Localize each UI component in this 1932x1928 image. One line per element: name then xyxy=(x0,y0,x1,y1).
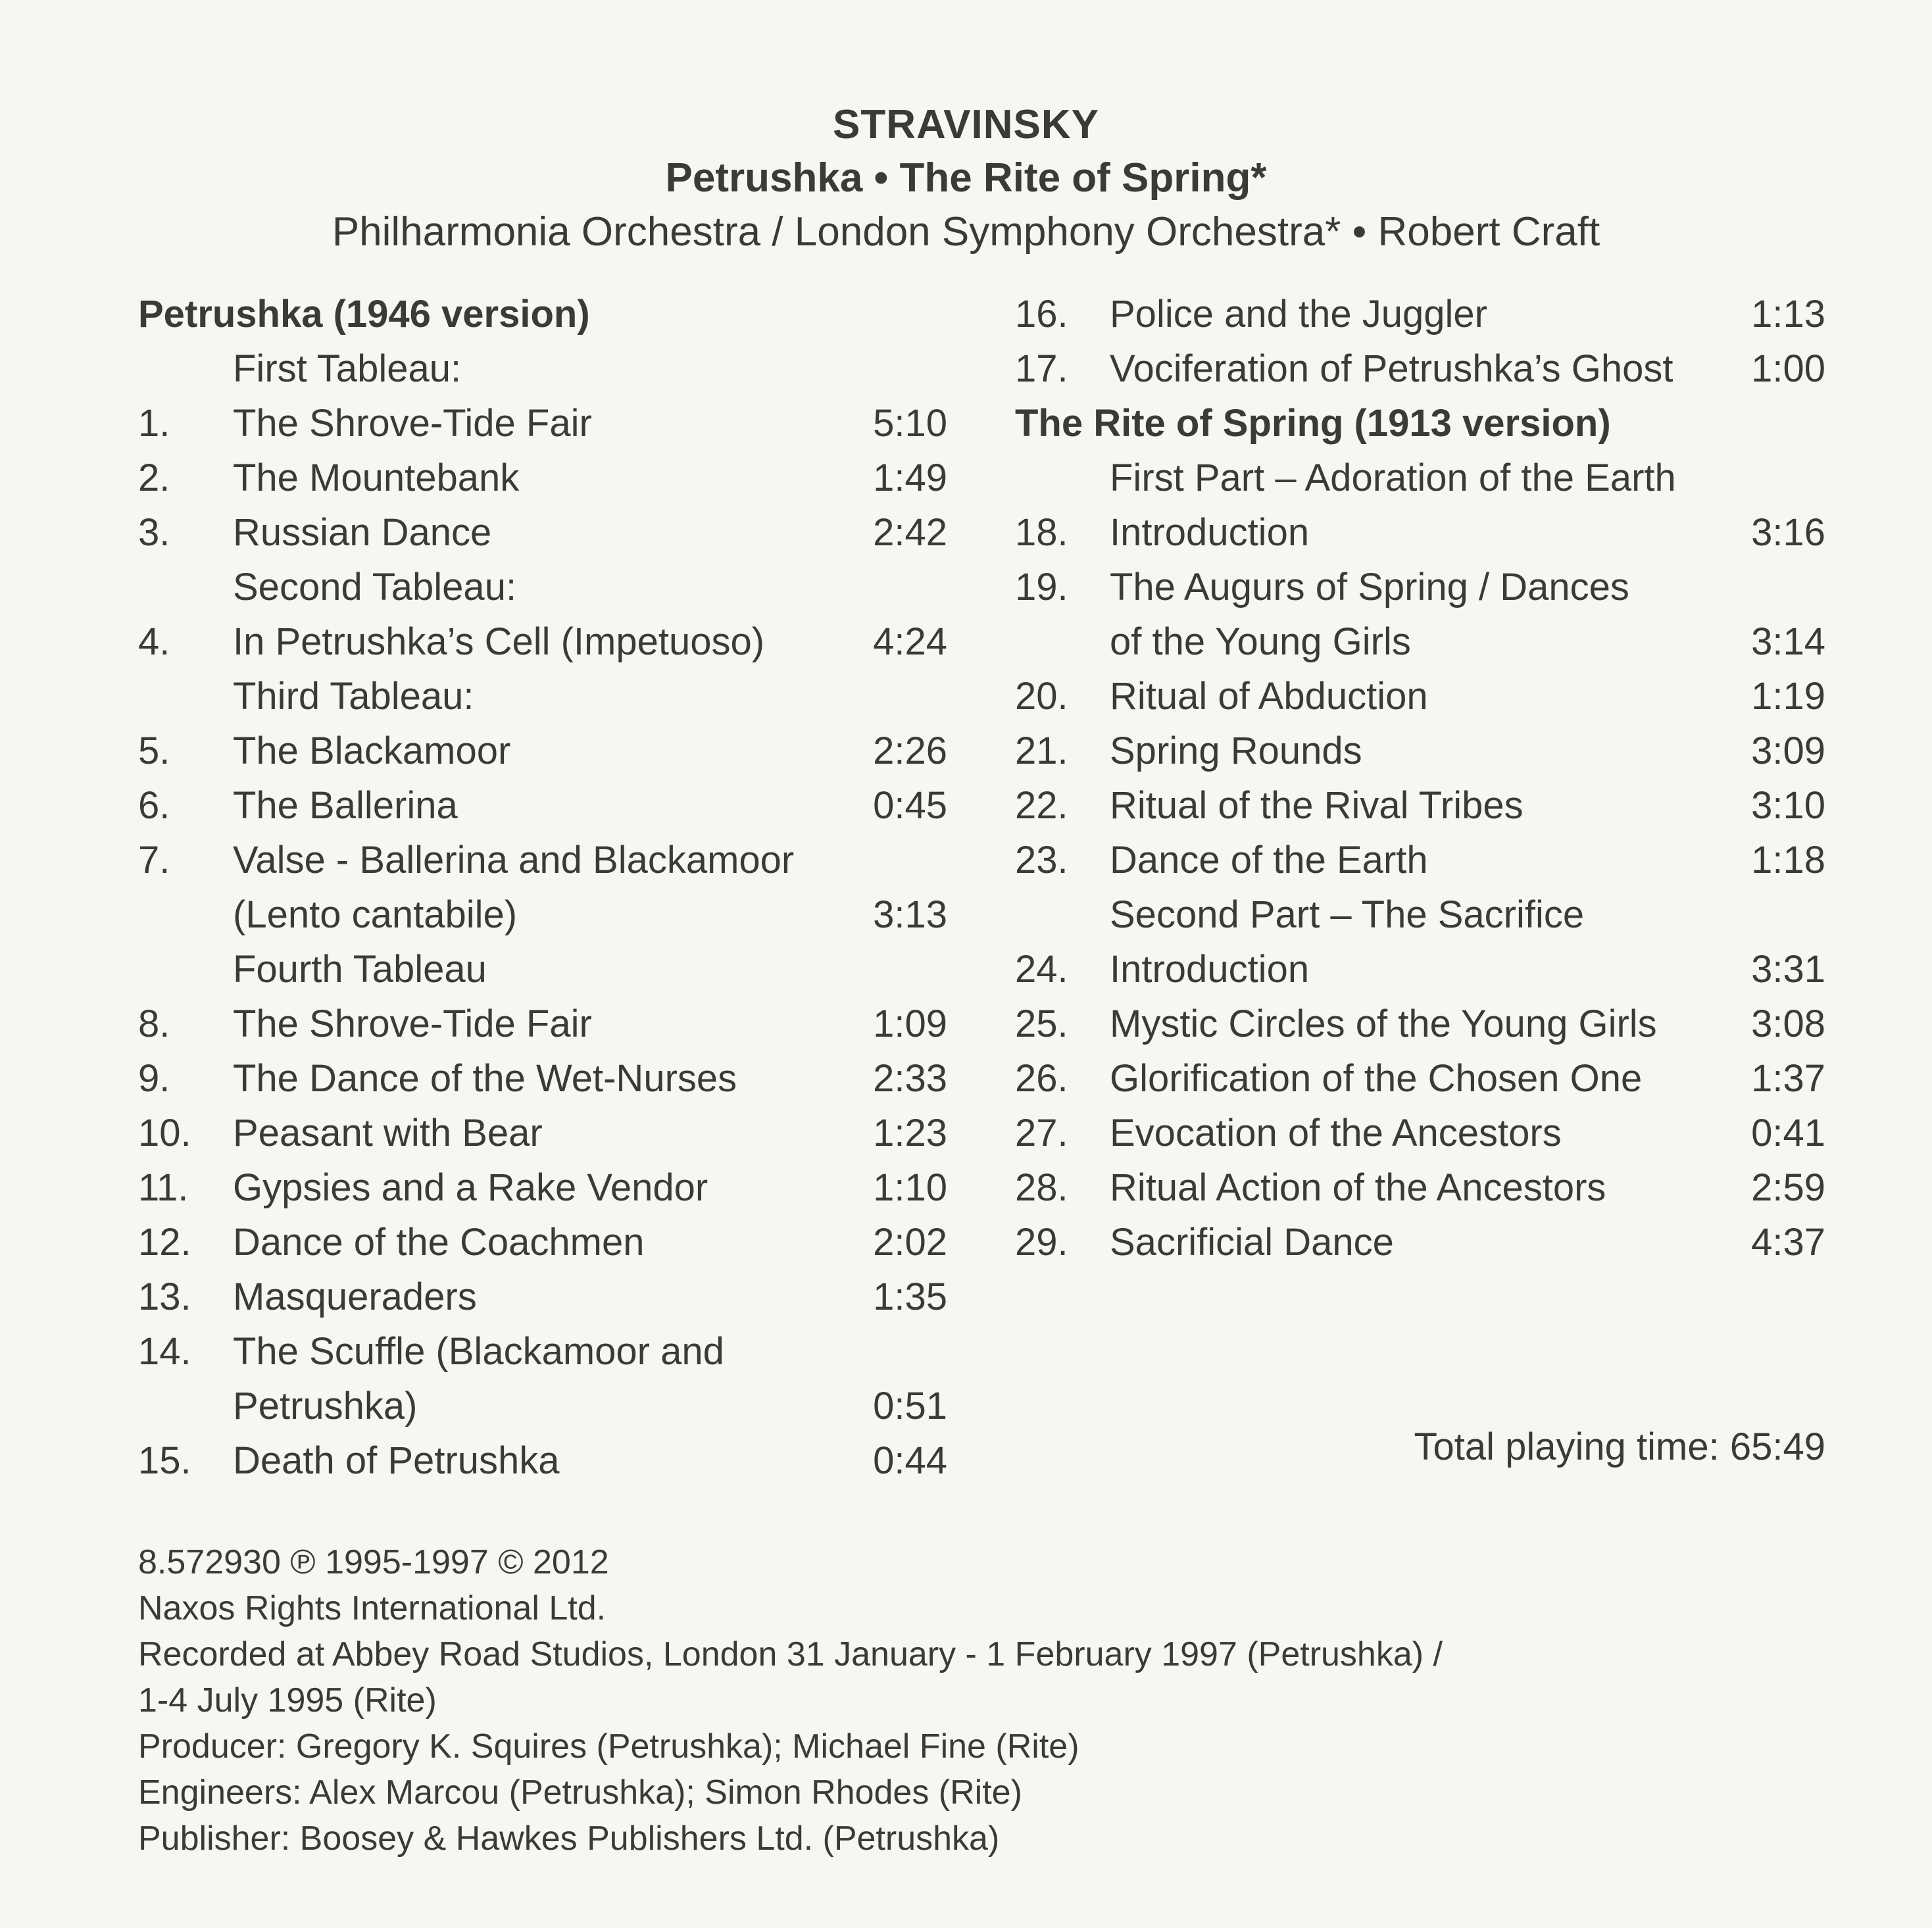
track-number: 23. xyxy=(1015,839,1068,881)
track-number: 25. xyxy=(1015,1002,1068,1045)
track-duration: 3:16 xyxy=(1751,511,1825,554)
credit-line: Recorded at Abbey Road Studios, London 31 January - 1 February 1997 (Petrushka) / xyxy=(138,1635,1443,1673)
track-row xyxy=(1015,505,1825,560)
track-row xyxy=(1015,1051,1825,1106)
track-duration: 1:18 xyxy=(1751,839,1825,881)
track-row xyxy=(138,1160,947,1215)
track-title: Evocation of the Ancestors xyxy=(1110,1112,1562,1154)
track-duration: 3:13 xyxy=(873,893,947,936)
track-row xyxy=(138,505,947,560)
track-number: 26. xyxy=(1015,1057,1068,1100)
credit-line: Producer: Gregory K. Squires (Petrushka); Michael Fine (Rite) xyxy=(138,1727,1079,1766)
track-number: 18. xyxy=(1015,511,1068,554)
track-title: Ritual of the Rival Tribes xyxy=(1110,784,1523,827)
track-row xyxy=(138,997,947,1051)
subsection-title: First Tableau: xyxy=(233,347,462,390)
tracklist-left-column xyxy=(138,287,947,1488)
track-row xyxy=(1015,1215,1825,1270)
track-title: The Scuffle (Blackamoor and xyxy=(233,1330,724,1373)
subsection-heading xyxy=(138,669,947,724)
track-title: The Ballerina xyxy=(233,784,458,827)
track-title: of the Young Girls xyxy=(1110,620,1411,663)
subsection-title: Fourth Tableau xyxy=(233,948,487,991)
track-title: The Augurs of Spring / Dances xyxy=(1110,566,1629,608)
track-row xyxy=(138,1324,947,1379)
track-number: 16. xyxy=(1015,293,1068,335)
tracklist-right-column xyxy=(1015,287,1825,1270)
track-number: 12. xyxy=(138,1221,191,1264)
credit-line: Publisher: Boosey & Hawkes Publishers Ltd. (Petrushka) xyxy=(138,1819,1000,1858)
header xyxy=(0,99,1932,259)
track-number: 20. xyxy=(1015,675,1068,718)
track-duration: 1:23 xyxy=(873,1112,947,1154)
track-row xyxy=(1015,560,1825,614)
track-number: 11. xyxy=(138,1166,189,1209)
credit-line: 1-4 July 1995 (Rite) xyxy=(138,1681,437,1719)
track-row xyxy=(1015,833,1825,887)
track-number: 6. xyxy=(138,784,170,827)
track-row xyxy=(1015,724,1825,778)
track-duration: 0:45 xyxy=(873,784,947,827)
track-row xyxy=(1015,778,1825,833)
subsection-heading xyxy=(1015,451,1825,505)
track-row xyxy=(1015,1106,1825,1160)
track-number: 8. xyxy=(138,1002,170,1045)
track-title: Valse - Ballerina and Blackamoor xyxy=(233,839,795,881)
track-row xyxy=(138,396,947,451)
track-duration: 0:41 xyxy=(1751,1112,1825,1154)
section-title: The Rite of Spring (1913 version) xyxy=(1015,402,1611,445)
track-row xyxy=(1015,942,1825,997)
composer-name: STRAVINSKY xyxy=(832,102,1099,147)
track-title: Petrushka) xyxy=(233,1385,418,1427)
track-row xyxy=(138,1106,947,1160)
track-title: Ritual of Abduction xyxy=(1110,675,1428,718)
total-playing-time: Total playing time: 65:49 xyxy=(1414,1425,1825,1468)
track-duration: 3:31 xyxy=(1751,948,1825,991)
track-row xyxy=(138,614,947,669)
track-row xyxy=(1015,669,1825,724)
section-heading xyxy=(1015,396,1825,451)
track-duration: 5:10 xyxy=(873,402,947,445)
track-number: 24. xyxy=(1015,948,1068,991)
track-duration: 2:02 xyxy=(873,1221,947,1264)
track-duration: 0:51 xyxy=(873,1385,947,1427)
track-row xyxy=(138,833,947,887)
track-duration: 1:49 xyxy=(873,457,947,499)
subsection-heading xyxy=(1015,887,1825,942)
section-heading xyxy=(138,287,947,341)
track-duration: 1:00 xyxy=(1751,347,1825,390)
section-title: Petrushka (1946 version) xyxy=(138,293,590,335)
track-duration: 1:35 xyxy=(873,1275,947,1318)
track-row xyxy=(138,1215,947,1270)
track-number: 19. xyxy=(1015,566,1068,608)
track-number: 21. xyxy=(1015,729,1068,772)
track-duration: 4:37 xyxy=(1751,1221,1825,1264)
track-number: 15. xyxy=(138,1439,191,1482)
track-duration: 3:09 xyxy=(1751,729,1825,772)
track-title: Introduction xyxy=(1110,511,1310,554)
track-duration: 1:09 xyxy=(873,1002,947,1045)
track-number: 2. xyxy=(138,457,170,499)
track-title: The Mountebank xyxy=(233,457,520,499)
credit-line: Engineers: Alex Marcou (Petrushka); Simon Rhodes (Rite) xyxy=(138,1773,1022,1812)
track-number: 29. xyxy=(1015,1221,1068,1264)
track-number: 4. xyxy=(138,620,170,663)
track-title: (Lento cantabile) xyxy=(233,893,518,936)
track-title: Ritual Action of the Ancestors xyxy=(1110,1166,1606,1209)
track-row xyxy=(1015,1160,1825,1215)
subsection-title: First Part – Adoration of the Earth xyxy=(1110,457,1676,499)
track-row xyxy=(1015,614,1825,669)
track-row xyxy=(1015,341,1825,396)
subsection-title: Second Tableau: xyxy=(233,566,517,608)
subsection-title: Third Tableau: xyxy=(233,675,474,718)
track-title: Dance of the Coachmen xyxy=(233,1221,645,1264)
track-duration: 2:26 xyxy=(873,729,947,772)
track-duration: 0:44 xyxy=(873,1439,947,1482)
track-row xyxy=(1015,287,1825,341)
track-duration: 1:37 xyxy=(1751,1057,1825,1100)
track-number: 13. xyxy=(138,1275,191,1318)
track-title: The Dance of the Wet-Nurses xyxy=(233,1057,737,1100)
track-title: Gypsies and a Rake Vendor xyxy=(233,1166,708,1209)
track-title: Russian Dance xyxy=(233,511,492,554)
track-number: 17. xyxy=(1015,347,1068,390)
track-number: 3. xyxy=(138,511,170,554)
track-title: The Shrove-Tide Fair xyxy=(233,402,592,445)
track-number: 10. xyxy=(138,1112,191,1154)
subsection-heading xyxy=(138,341,947,396)
track-duration: 4:24 xyxy=(873,620,947,663)
track-duration: 2:33 xyxy=(873,1057,947,1100)
performers-line: Philharmonia Orchestra / London Symphony Orchestra* • Robert Craft xyxy=(332,209,1600,255)
track-number: 1. xyxy=(138,402,170,445)
track-number: 5. xyxy=(138,729,170,772)
subsection-title: Second Part – The Sacrifice xyxy=(1110,893,1585,936)
track-row xyxy=(138,1379,947,1433)
track-number: 9. xyxy=(138,1057,170,1100)
track-row xyxy=(138,1270,947,1324)
track-duration: 1:13 xyxy=(1751,293,1825,335)
track-row xyxy=(1015,997,1825,1051)
track-row xyxy=(138,887,947,942)
track-title: Vociferation of Petrushka’s Ghost xyxy=(1110,347,1673,390)
track-number: 14. xyxy=(138,1330,191,1373)
track-title: In Petrushka’s Cell (Impetuoso) xyxy=(233,620,765,663)
track-duration: 1:19 xyxy=(1751,675,1825,718)
track-number: 27. xyxy=(1015,1112,1068,1154)
credit-line: 8.572930 ℗ 1995-1997 © 2012 xyxy=(138,1543,609,1581)
track-title: The Shrove-Tide Fair xyxy=(233,1002,592,1045)
works-title: Petrushka • The Rite of Spring* xyxy=(665,155,1267,201)
subsection-heading xyxy=(138,942,947,997)
track-title: Police and the Juggler xyxy=(1110,293,1487,335)
track-title: Sacrificial Dance xyxy=(1110,1221,1394,1264)
track-row xyxy=(138,1051,947,1106)
track-title: Spring Rounds xyxy=(1110,729,1362,772)
track-title: Dance of the Earth xyxy=(1110,839,1428,881)
credit-line: Naxos Rights International Ltd. xyxy=(138,1589,607,1627)
track-row xyxy=(138,451,947,505)
track-duration: 2:42 xyxy=(873,511,947,554)
track-title: Glorification of the Chosen One xyxy=(1110,1057,1643,1100)
track-row xyxy=(138,724,947,778)
track-number: 28. xyxy=(1015,1166,1068,1209)
track-row xyxy=(138,1433,947,1488)
track-title: The Blackamoor xyxy=(233,729,511,772)
track-duration: 1:10 xyxy=(873,1166,947,1209)
track-title: Peasant with Bear xyxy=(233,1112,543,1154)
track-duration: 3:14 xyxy=(1751,620,1825,663)
track-duration: 3:08 xyxy=(1751,1002,1825,1045)
track-duration: 2:59 xyxy=(1751,1166,1825,1209)
track-duration: 3:10 xyxy=(1751,784,1825,827)
track-title: Death of Petrushka xyxy=(233,1439,560,1482)
track-number: 7. xyxy=(138,839,170,881)
track-number: 22. xyxy=(1015,784,1068,827)
track-row xyxy=(138,778,947,833)
credits-block xyxy=(138,1539,1443,1862)
track-title: Introduction xyxy=(1110,948,1310,991)
track-title: Masqueraders xyxy=(233,1275,477,1318)
track-title: Mystic Circles of the Young Girls xyxy=(1110,1002,1657,1045)
subsection-heading xyxy=(138,560,947,614)
